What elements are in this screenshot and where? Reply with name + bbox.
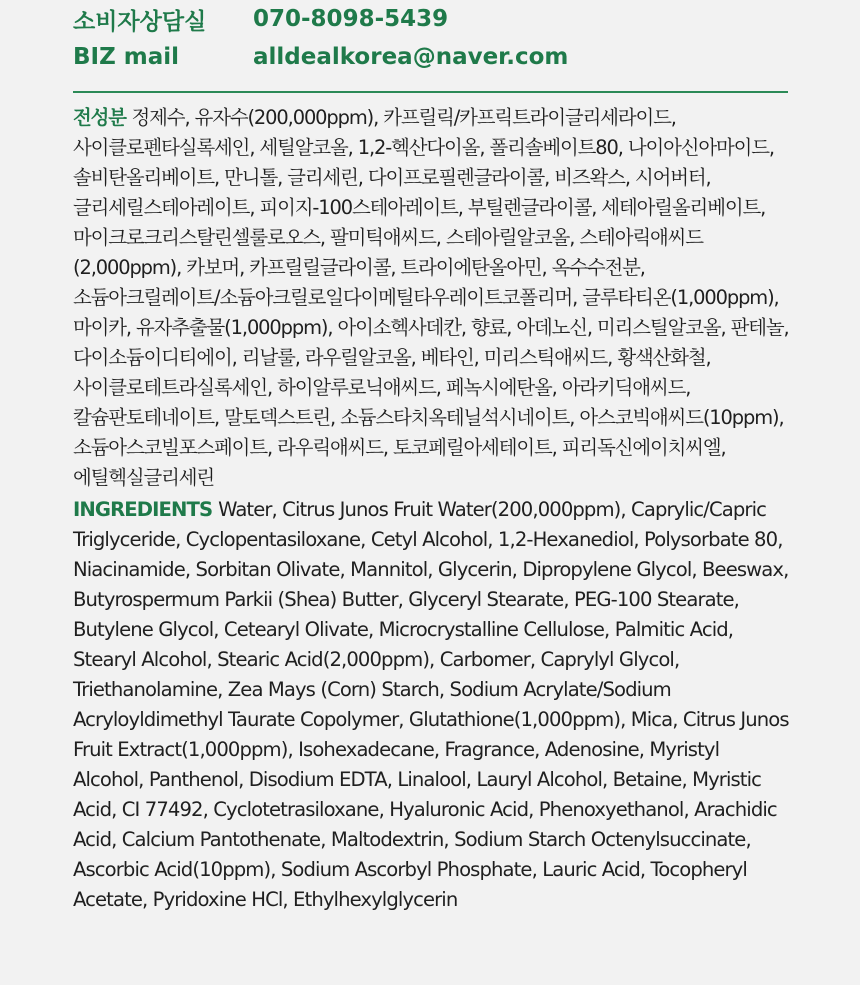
ingredients-english-heading: INGREDIENTS [73, 498, 219, 521]
ingredients-korean-heading: 전성분 [73, 106, 132, 129]
biz-mail-row [73, 38, 793, 76]
customer-service-label: 소비자상담실 [73, 8, 207, 35]
section-divider [73, 91, 788, 93]
ingredients-korean-text: 정제수, 유자수(200,000ppm), 카프릴릭/카프릭트라이글리세라이드, 사이클로펜타실록세인, 세틸알코올, 1,2-헥산다이올, 폴리솔베이트80, 나이아신아마이드, 솔비탄올리베이트, 만니톨, 글리세린, 다이프로필렌글라이콜, 비즈왁스, 시어버터, 글리세릴스테아레이트, 피이지-100스테아레이트, 부틸렌글라이콜, 세테아릴올리베이트, 마이크로크리스탈린셀룰로오스, 팔미틱애씨드, 스테아릴알코올, 스테아릭애씨드(2,000ppm), 카보머, 카프릴릴글라이콜, 트라이에탄올아민, 옥수수전분, 소듐아크릴레이트/소듐아크릴로일다이메틸타우레이트코폴리머, 글루타티온(1,000ppm), 마이카, 유자추출물(1,000ppm), 아이소헥사데칸, 향료, 아데노신, 미리스틸알코올, 판테놀, 다이소듐이디티에이, 리날룰, 라우릴알코올, 베타인, 미리스틱애씨드, 황색산화철, 사이클로테트라실록세인, 하이알루로닉애씨드, 페녹시에탄올, 아라키딕애씨드, 칼슘판토테네이트, 말토덱스트린, 소듐스타치옥테닐석시네이트, 아스코빅애씨드(10ppm), 소듐아스코빌포스페이트, 라우릭애씨드, 토코페릴아세테이트, 피리독신에이치씨엘, 에틸헥실글리세린 [73, 106, 789, 489]
customer-service-row [73, 0, 793, 38]
ingredients-english-text: Water, Citrus Junos Fruit Water(200,000ppm), Caprylic/Capric Triglyceride, Cyclopentasiloxane, Cetyl Alcohol, 1,2-Hexanediol, Polysorbate 80, Niacinamide, Sorbitan Olivate, Mannitol, Glycerin, Dipropylene Glycol, Beeswax, Butyrospermum Parkii (Shea) Butter, Glyceryl Stearate, PEG-100 Stearate, Butylene Glycol, Cetearyl Olivate, Microcrystalline Cellulose, Palmitic Acid, Stearyl Alcohol, Stearic Acid(2,000ppm), Carbomer, Caprylyl Glycol, Triethanolamine, Zea Mays (Corn) Starch, Sodium Acrylate/Sodium Acryloyldimethyl Taurate Copolymer, Glutathione(1,000ppm), Mica, Citrus Junos Fruit Extract(1,000ppm), Isohexadecane, Fragrance, Adenosine, Myristyl Alcohol, Panthenol, Disodium EDTA, Linalool, Lauryl Alcohol, Betaine, Myristic Acid, CI 77492, Cyclotetrasiloxane, Hyaluronic Acid, Phenoxyethanol, Arachidic Acid, Calcium Pantothenate, Maltodextrin, Sodium Starch Octenylsuccinate, Ascorbic Acid(10ppm), Sodium Ascorbyl Phosphate, Lauric Acid, Tocopheryl Acetate, Pyridoxine HCl, Ethylhexylglycerin [73, 498, 789, 911]
customer-service-phone: 070-8098-5439 [253, 6, 449, 32]
ingredients-english [73, 495, 791, 915]
biz-mail-label: BIZ mail [73, 44, 180, 70]
ingredients-korean [73, 103, 791, 493]
biz-mail-address: alldealkorea@naver.com [253, 44, 569, 70]
contact-info [73, 0, 793, 76]
